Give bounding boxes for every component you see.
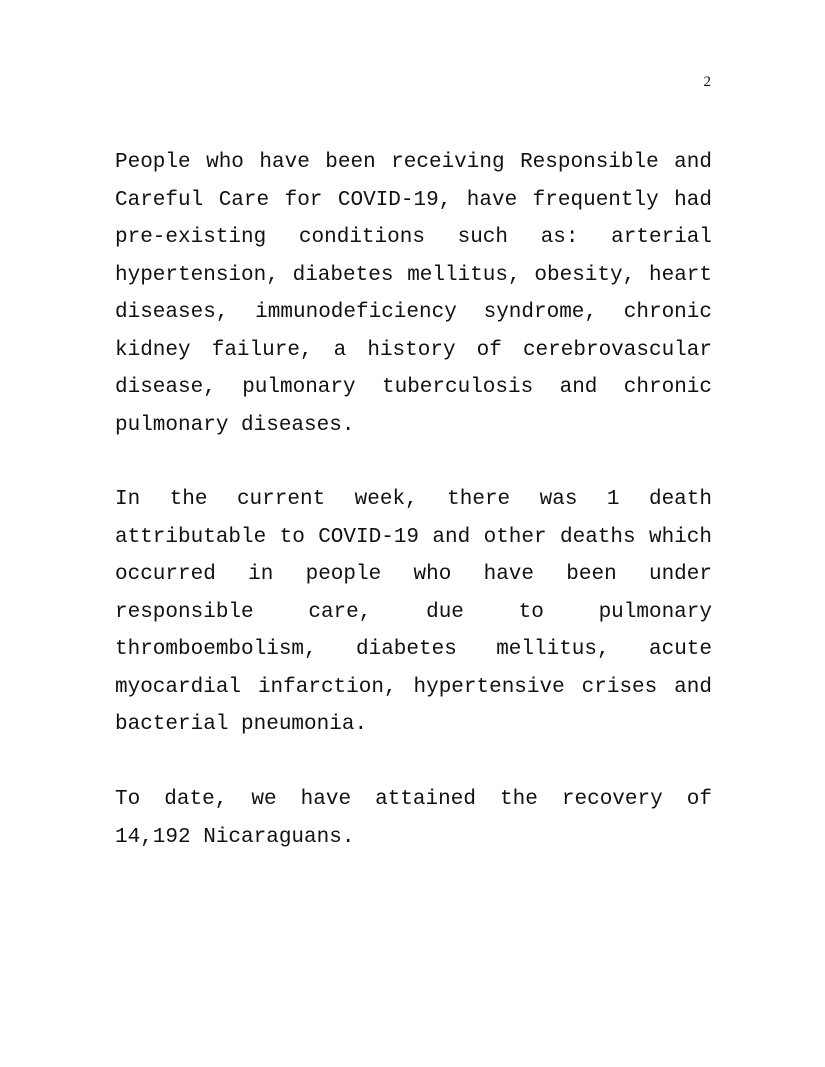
paragraph-weekly-deaths: In the current week, there was 1 death attributable to COVID-19 and other deaths which occurred in people who have been under responsible care, due to pulmonary thromboembolism, diabetes mellitus, acute myocardial infarction, hypertensive crises and bacterial pneumonia.	[115, 488, 712, 736]
paragraph-preexisting-conditions: People who have been receiving Responsible and Careful Care for COVID-19, have frequently had pre-existing conditions such as: arterial hypertension, diabetes mellitus, obesity, heart diseases, immunodeficiency syndrome, chronic kidney failure, a history of cerebrovascular disease, pulmonary tuberculosis and chronic pulmonary diseases.	[115, 151, 712, 437]
page-number: 2	[703, 74, 711, 90]
paragraph-recoveries: To date, we have attained the recovery of 14,192 Nicaraguans.	[115, 788, 712, 849]
